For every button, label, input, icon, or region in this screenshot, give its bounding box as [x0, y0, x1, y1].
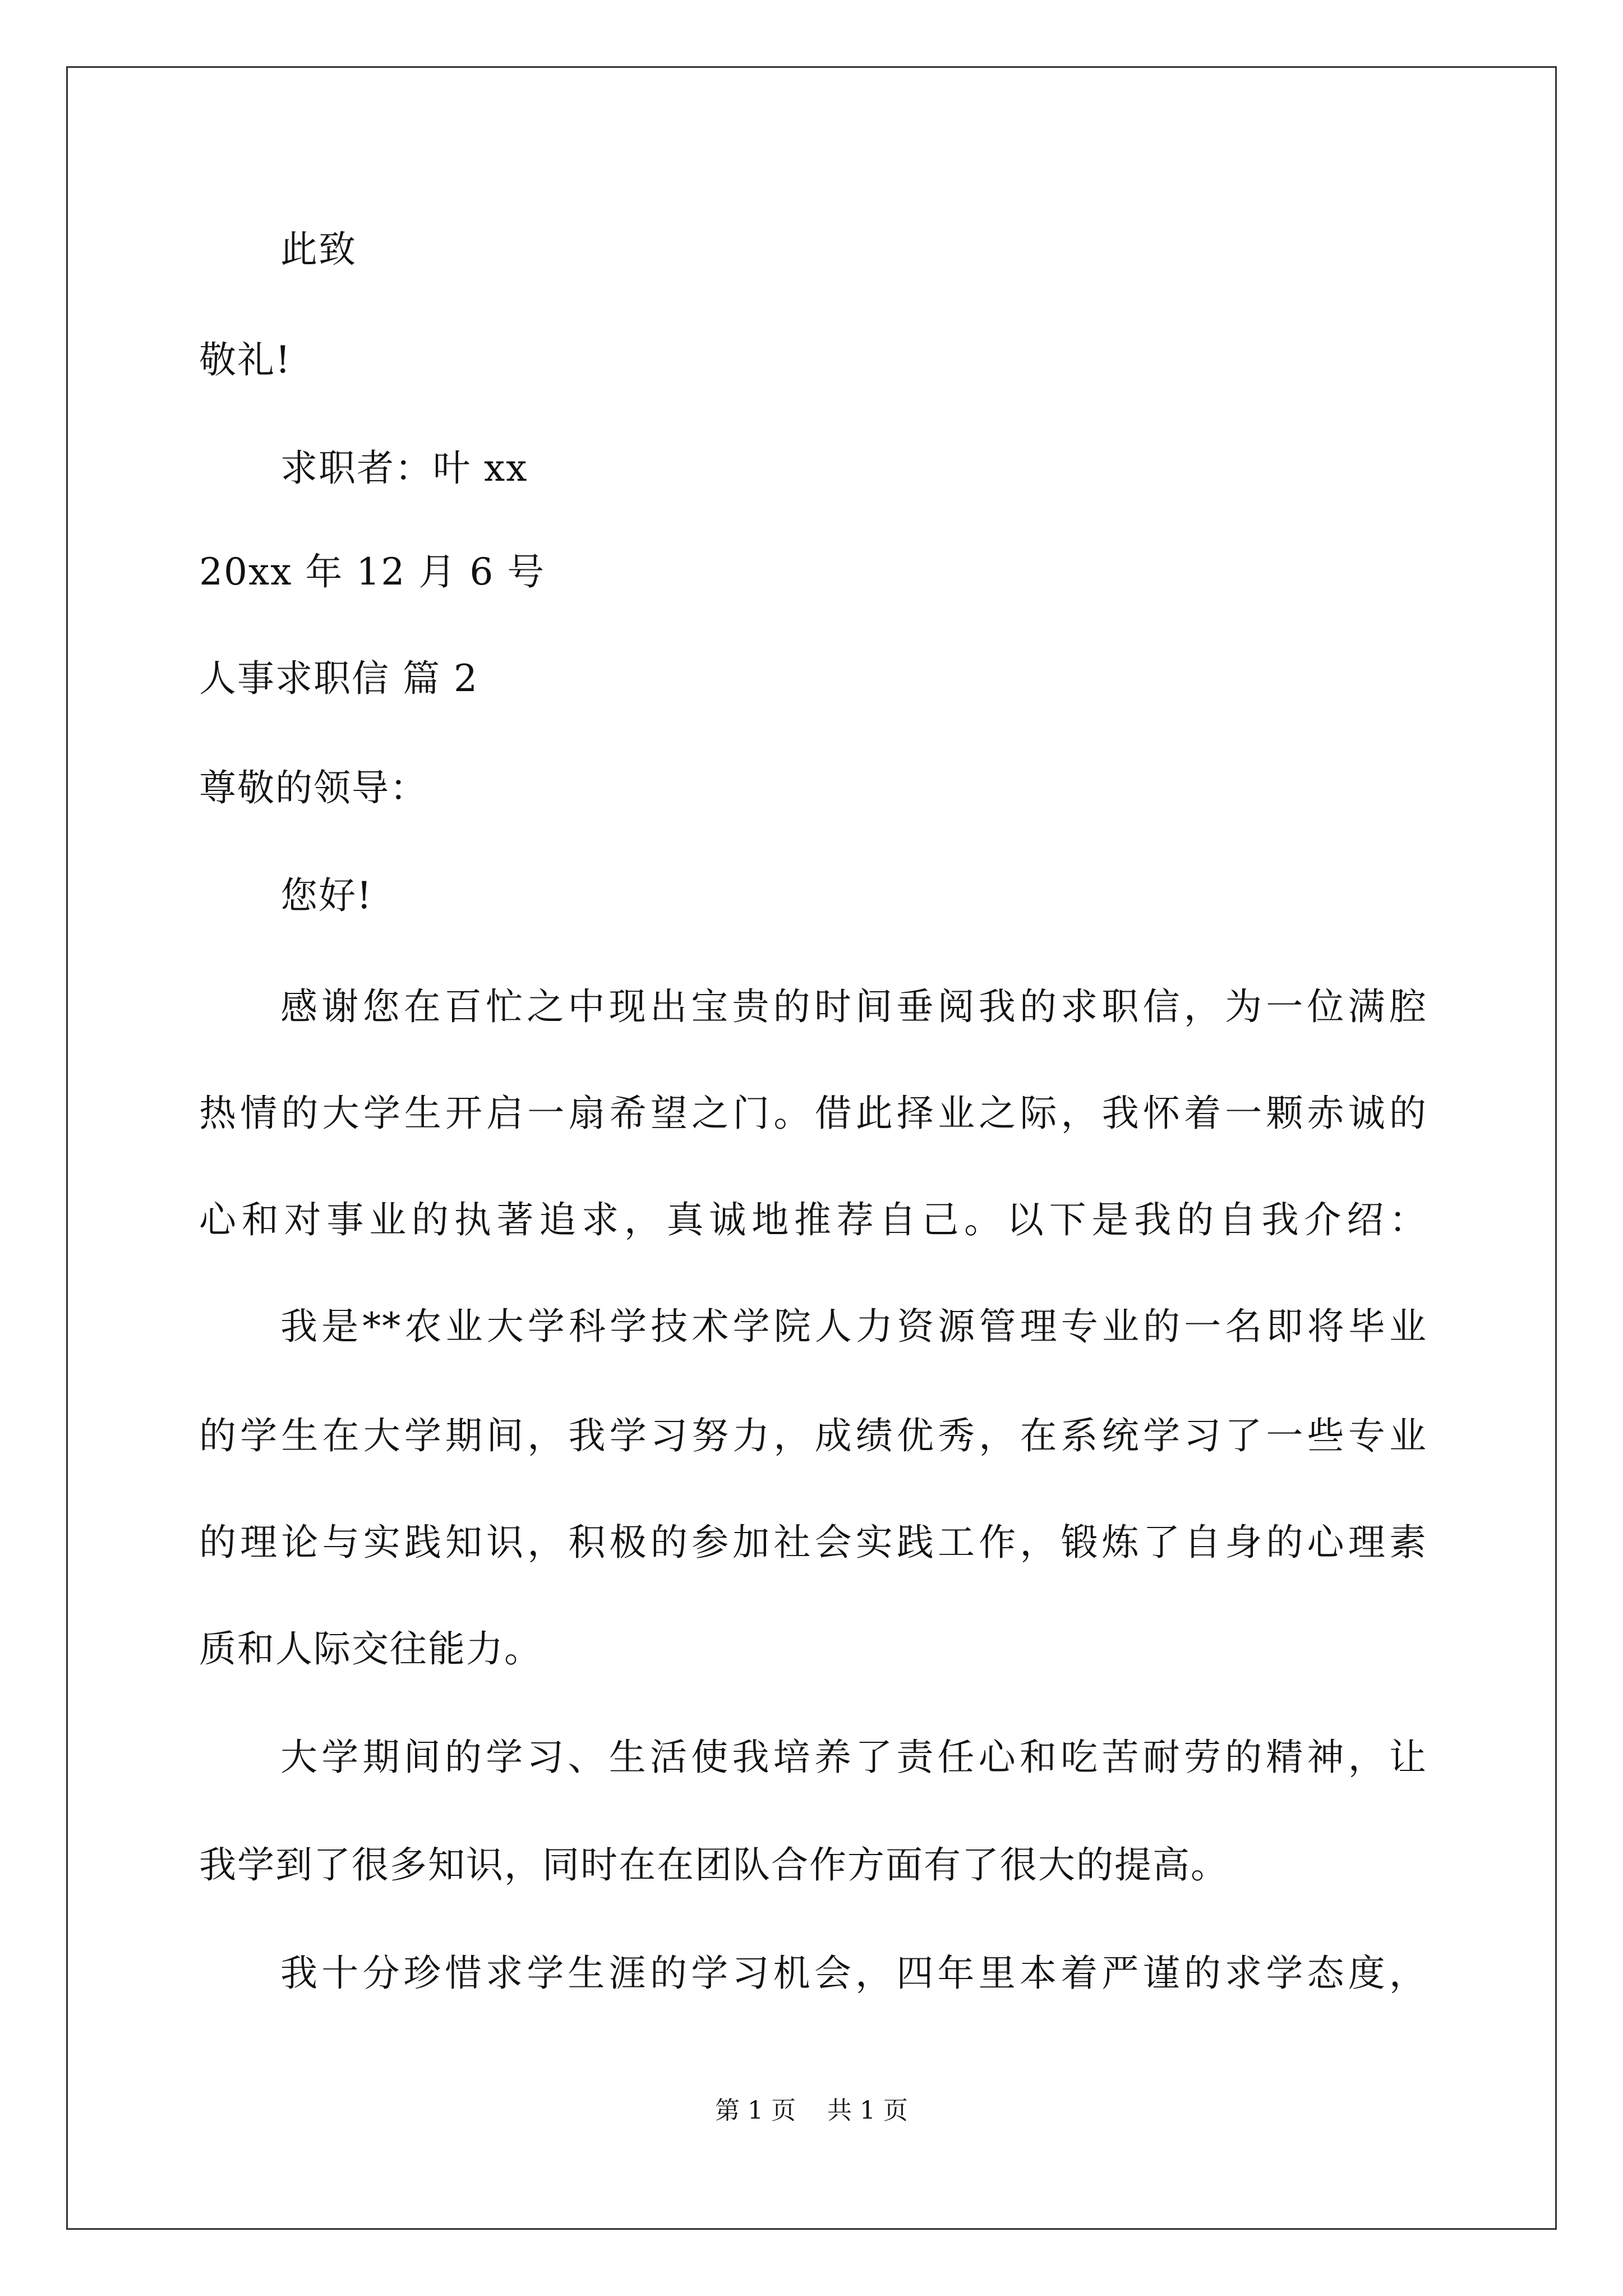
page-border [66, 66, 1557, 2230]
body-line: 质和人际交往能力。 [199, 1627, 542, 1671]
body-line: 感谢您在百忙之中现出宝贵的时间垂阅我的求职信，为一位满腔 [280, 985, 1427, 1028]
body-line: 的理论与实践知识，积极的参加社会实践工作，锻炼了自身的心理素 [199, 1521, 1427, 1564]
greeting-line: 尊敬的领导： [199, 766, 428, 809]
hello-line: 您好! [280, 874, 373, 917]
page-number: 第 1 页 共 1 页 [715, 2096, 908, 2125]
body-line: 我学到了很多知识，同时在在团队合作方面有了很大的提高。 [199, 1843, 1229, 1887]
signature-line: 求职者：叶 xx [280, 447, 528, 490]
section-title: 人事求职信 篇 2 [199, 657, 478, 700]
body-line: 我十分珍惜求学生涯的学习机会，四年里本着严谨的求学态度， [280, 1952, 1427, 1995]
body-line: 的学生在大学期间，我学习努力，成绩优秀，在系统学习了一些专业 [199, 1414, 1427, 1457]
salutation-line: 敬礼! [199, 338, 292, 381]
date-line: 20xx 年 12 月 6 号 [199, 550, 546, 593]
closing-line: 此致 [280, 228, 357, 271]
body-line: 热情的大学生开启一扇希望之门。借此择业之际，我怀着一颗赤诚的 [199, 1092, 1427, 1135]
body-line: 心和对事业的执著追求，真诚地推荐自己。以下是我的自我介绍： [199, 1198, 1427, 1241]
body-line: 大学期间的学习、生活使我培养了责任心和吃苦耐劳的精神，让 [280, 1736, 1427, 1779]
body-line: 我是**农业大学科学技术学院人力资源管理专业的一名即将毕业 [280, 1305, 1427, 1348]
